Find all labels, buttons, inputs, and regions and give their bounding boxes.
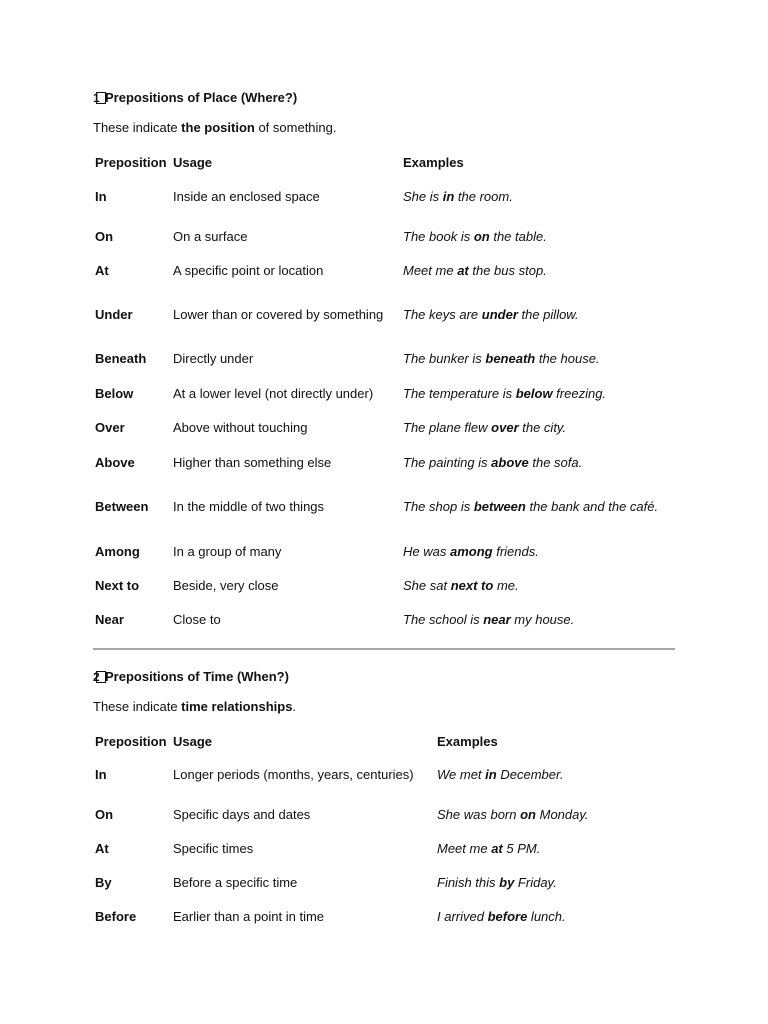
preposition-cell: Near bbox=[95, 611, 124, 627]
header-examples: Examples bbox=[403, 154, 464, 170]
intro-text-end: . bbox=[292, 699, 297, 714]
example-preposition: between bbox=[473, 499, 526, 514]
table-row bbox=[93, 445, 675, 479]
example-text: Meet me bbox=[437, 840, 492, 856]
table-row bbox=[93, 410, 675, 445]
table-header-row bbox=[93, 151, 675, 173]
example-cell bbox=[435, 752, 675, 797]
list-number-marker bbox=[93, 671, 104, 683]
example-cell bbox=[401, 341, 675, 376]
example-preposition: under bbox=[481, 307, 518, 322]
table-row bbox=[93, 288, 675, 341]
example-cell bbox=[435, 797, 675, 831]
example-preposition: on bbox=[473, 229, 490, 244]
table-row bbox=[93, 831, 675, 865]
box-glyph-icon bbox=[96, 671, 106, 683]
preposition-cell: In bbox=[95, 189, 107, 204]
header-examples: Examples bbox=[437, 733, 498, 749]
example-text: The temperature is bbox=[403, 385, 516, 401]
table-row bbox=[93, 220, 675, 253]
header-preposition: Preposition bbox=[95, 154, 167, 170]
preposition-cell: Before bbox=[95, 909, 137, 924]
example-text-end: lunch. bbox=[527, 909, 566, 924]
usage-cell: Directly under bbox=[173, 351, 254, 366]
example-preposition: before bbox=[487, 909, 528, 924]
table-header-row bbox=[93, 730, 675, 752]
section1-intro bbox=[93, 120, 337, 135]
example-preposition: among bbox=[449, 543, 493, 559]
intro-text-end: of something. bbox=[254, 120, 337, 135]
list-number-marker bbox=[93, 92, 104, 104]
header-usage: Usage bbox=[173, 154, 213, 170]
usage-cell: Inside an enclosed space bbox=[173, 189, 320, 204]
example-text: The shop is bbox=[403, 499, 474, 514]
usage-cell: In a group of many bbox=[173, 543, 282, 559]
section-divider bbox=[93, 648, 675, 650]
intro-text: These indicate bbox=[93, 120, 182, 135]
intro-text: These indicate bbox=[93, 699, 182, 714]
example-preposition: over bbox=[491, 420, 519, 435]
box-glyph-icon bbox=[96, 92, 106, 104]
example-text: The bunker is bbox=[403, 351, 486, 366]
example-cell bbox=[401, 602, 675, 636]
preposition-cell: Over bbox=[95, 420, 125, 435]
preposition-cell: By bbox=[95, 875, 112, 890]
preposition-cell: Between bbox=[95, 499, 149, 514]
example-text-end: the bus stop. bbox=[468, 263, 547, 278]
table-row bbox=[93, 900, 675, 933]
example-text-end: the room. bbox=[454, 189, 513, 204]
usage-cell: Above without touching bbox=[173, 420, 308, 435]
example-text: She was born bbox=[437, 806, 521, 822]
usage-cell: On a surface bbox=[173, 229, 248, 244]
table-row bbox=[93, 568, 675, 602]
table-row bbox=[93, 341, 675, 376]
example-cell bbox=[401, 445, 675, 479]
example-preposition: in bbox=[442, 189, 455, 204]
usage-cell: Lower than or covered by something bbox=[173, 307, 384, 322]
example-preposition: beneath bbox=[485, 351, 536, 366]
usage-cell: Specific times bbox=[173, 840, 254, 856]
example-cell bbox=[401, 534, 675, 568]
preposition-cell: Among bbox=[95, 543, 140, 559]
example-text-end: friends. bbox=[492, 543, 539, 559]
example-text: We met bbox=[437, 767, 486, 782]
example-preposition: below bbox=[515, 385, 553, 401]
table-row bbox=[93, 534, 675, 568]
example-preposition: in bbox=[485, 767, 497, 782]
example-text-end: the pillow. bbox=[517, 307, 579, 322]
preposition-cell: At bbox=[95, 263, 109, 278]
usage-cell: At a lower level (not directly under) bbox=[173, 385, 374, 401]
preposition-cell: Beneath bbox=[95, 351, 147, 366]
preposition-cell: At bbox=[95, 840, 109, 856]
example-cell bbox=[435, 865, 675, 900]
usage-cell: Longer periods (months, years, centuries) bbox=[173, 767, 414, 782]
table-row bbox=[93, 173, 675, 220]
example-text-end: 5 PM. bbox=[502, 840, 541, 856]
example-preposition: next to bbox=[450, 577, 494, 593]
example-preposition: at bbox=[457, 263, 469, 278]
preposition-cell: Below bbox=[95, 385, 134, 401]
intro-bold-text: the position bbox=[181, 120, 255, 135]
example-text-end: the table. bbox=[489, 229, 547, 244]
usage-cell: Earlier than a point in time bbox=[173, 909, 325, 924]
header-usage: Usage bbox=[173, 733, 213, 749]
table-row bbox=[93, 865, 675, 900]
example-text: The keys are bbox=[403, 307, 482, 322]
preposition-cell: Under bbox=[95, 307, 133, 322]
example-text: The school is bbox=[403, 611, 484, 627]
example-text-end: the sofa. bbox=[528, 454, 583, 470]
example-cell bbox=[435, 831, 675, 865]
example-text-end: the house. bbox=[535, 351, 600, 366]
example-text-end: freezing. bbox=[552, 385, 607, 401]
usage-cell: A specific point or location bbox=[173, 263, 324, 278]
example-preposition: above bbox=[491, 454, 529, 470]
example-text: She sat bbox=[403, 577, 451, 593]
example-cell bbox=[401, 173, 675, 220]
example-preposition: by bbox=[499, 875, 515, 890]
example-text: The plane flew bbox=[403, 420, 492, 435]
section2-title: Prepositions of Time (When?) bbox=[105, 669, 289, 684]
example-cell bbox=[401, 220, 675, 253]
example-text-end: Friday. bbox=[514, 875, 557, 890]
usage-cell: Before a specific time bbox=[173, 875, 298, 890]
example-text: Meet me bbox=[403, 263, 458, 278]
example-cell bbox=[401, 376, 675, 410]
example-text: She is bbox=[403, 189, 443, 204]
example-text-end: Monday. bbox=[536, 806, 589, 822]
table-row bbox=[93, 602, 675, 636]
preposition-cell: In bbox=[95, 767, 107, 782]
example-preposition: at bbox=[491, 840, 503, 856]
usage-cell: Higher than something else bbox=[173, 454, 332, 470]
intro-bold-text: time relationships bbox=[181, 699, 293, 714]
preposition-cell: On bbox=[95, 229, 114, 244]
example-text-end: my house. bbox=[510, 611, 575, 627]
example-cell bbox=[401, 568, 675, 602]
example-text-end: December. bbox=[496, 767, 564, 782]
example-preposition: on bbox=[520, 806, 536, 822]
example-text-end: the bank and the café. bbox=[525, 499, 659, 514]
time-prepositions-table bbox=[93, 730, 675, 933]
table-row bbox=[93, 376, 675, 410]
header-preposition: Preposition bbox=[95, 733, 167, 749]
example-preposition: near bbox=[483, 611, 511, 627]
preposition-cell: Above bbox=[95, 454, 135, 470]
preposition-cell: Next to bbox=[95, 577, 140, 593]
example-text: Finish this bbox=[437, 875, 500, 890]
section1-heading bbox=[93, 90, 297, 105]
usage-cell: Specific days and dates bbox=[173, 806, 311, 822]
usage-cell: Close to bbox=[173, 611, 221, 627]
usage-cell: In the middle of two things bbox=[173, 499, 325, 514]
example-cell bbox=[401, 479, 675, 534]
example-text: I arrived bbox=[437, 909, 488, 924]
example-text-end: the city. bbox=[518, 420, 567, 435]
table-row bbox=[93, 797, 675, 831]
section1-title: Prepositions of Place (Where?) bbox=[105, 90, 298, 105]
section2-heading bbox=[93, 669, 289, 684]
example-cell bbox=[401, 288, 675, 341]
list-number: 1 bbox=[93, 90, 100, 105]
place-prepositions-table bbox=[93, 151, 675, 636]
table-row bbox=[93, 253, 675, 288]
example-text: The book is bbox=[403, 229, 474, 244]
example-text: He was bbox=[403, 543, 450, 559]
preposition-cell: On bbox=[95, 806, 114, 822]
example-cell bbox=[401, 253, 675, 288]
section2-intro bbox=[93, 699, 296, 714]
example-cell bbox=[401, 410, 675, 445]
list-number: 2 bbox=[93, 669, 100, 684]
table-row bbox=[93, 479, 675, 534]
example-text-end: me. bbox=[493, 577, 519, 593]
example-text: The painting is bbox=[403, 454, 492, 470]
usage-cell: Beside, very close bbox=[173, 577, 279, 593]
example-cell bbox=[435, 900, 675, 933]
table-row bbox=[93, 752, 675, 797]
